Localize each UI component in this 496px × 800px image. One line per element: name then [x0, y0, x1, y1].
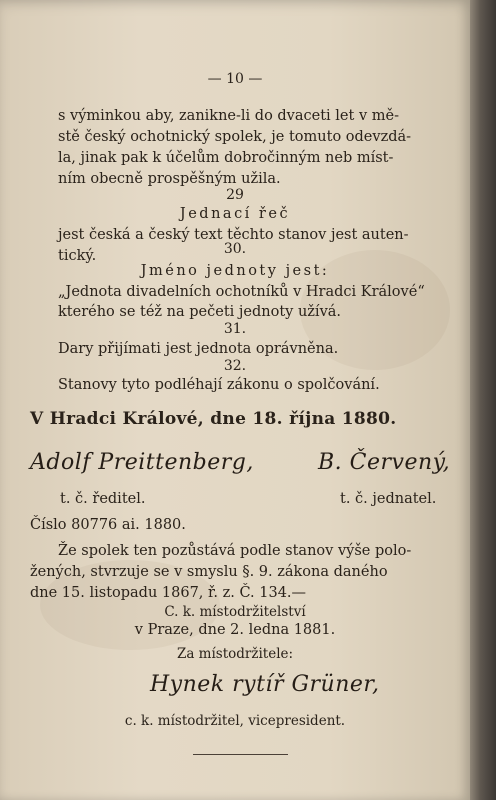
signature-governor: Hynek rytíř Grüner,	[150, 672, 380, 697]
signatory-title-right: t. č. jednatel.	[340, 491, 437, 507]
section-heading: Jednací řeč	[179, 206, 291, 222]
section-number: 32.	[223, 358, 247, 374]
section-text: tický.	[58, 248, 97, 264]
page-number: — 10 —	[207, 71, 263, 87]
section-text: jest česká a český text těchto stanov jest auten-	[58, 227, 409, 243]
signatory-title: c. k. místodržitel, vicepresident.	[124, 713, 346, 729]
place-date: V Hradci Králové, dne 18. října 1880.	[30, 409, 397, 429]
section-number: 30.	[223, 241, 247, 257]
approval-line: Že spolek ten pozůstává podle stanov výše polo-	[58, 543, 412, 559]
approval-line: žených, stvrzuje se v smyslu §. 9. zákona daného	[30, 564, 388, 580]
section-text: Dary přijímati jest jednota oprávněna.	[58, 341, 339, 357]
closing-rule	[193, 754, 288, 755]
signatory-title-left: t. č. ředitel.	[60, 491, 146, 507]
office-name: C. k. místodržitelství	[164, 604, 306, 620]
book-gutter	[470, 0, 496, 800]
body-line: la, jinak pak k účelům dobročinným neb míst-	[58, 150, 394, 166]
body-line: s výminkou aby, zanikne-li do dvaceti let v mě-	[58, 108, 399, 124]
section-number: 29	[226, 187, 244, 203]
approval-place-date: v Praze, dne 2. ledna 1881.	[134, 622, 336, 638]
approval-line: dne 15. listopadu 1867, ř. z. Č. 134.—	[30, 585, 307, 601]
reference-number: Číslo 80776 ai. 1880.	[30, 517, 186, 533]
body-line: stě český ochotnický spolek, je tomuto odevzdá-	[58, 129, 412, 145]
section-text: Stanovy tyto podléhají zákonu o spolčování.	[58, 377, 380, 393]
section-text: kterého se též na pečeti jednoty užívá.	[58, 304, 342, 320]
section-heading: Jméno jednoty jest:	[140, 263, 330, 279]
body-line: ním obecně prospěšným užila.	[58, 171, 281, 187]
signature-left: Adolf Preittenberg,	[30, 450, 254, 475]
signature-right: B. Červený,	[318, 450, 451, 475]
section-text: „Jednota divadelních ochotníků v Hradci Králové“	[58, 284, 425, 300]
on-behalf-of: Za místodržitele:	[176, 646, 294, 662]
section-number: 31.	[223, 321, 247, 337]
